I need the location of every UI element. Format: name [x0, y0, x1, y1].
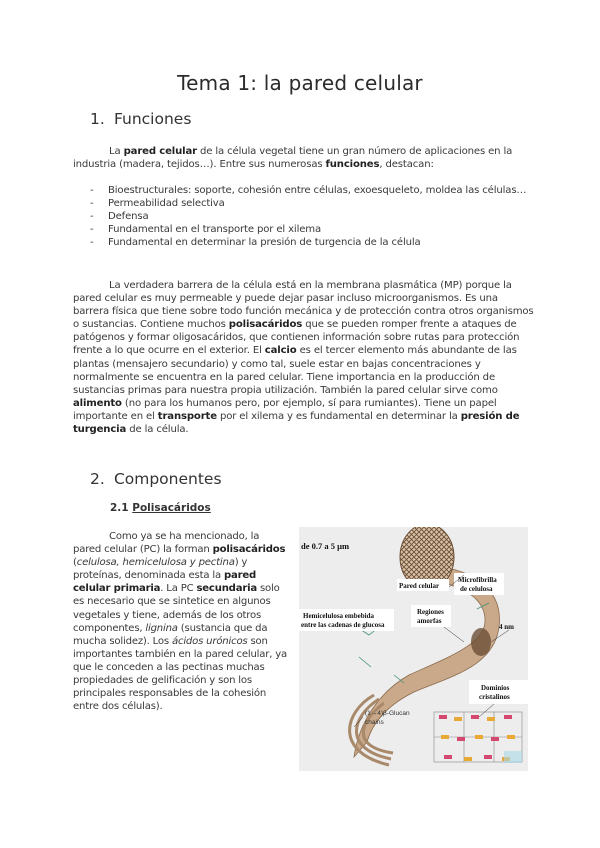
- intro-paragraph: La pared celular de la célula vegetal tiene un gran número de aplicaciones en la industria (madera, tejidos…). Entre sus numerosas funciones, destacan:: [73, 146, 513, 171]
- section-heading-funciones: [90, 110, 191, 128]
- label-hemicellulose-2: entre las cadenas de glucosa: [301, 621, 385, 629]
- subsection-title: Polisacáridos: [132, 502, 211, 514]
- amorphous-region: [471, 628, 491, 656]
- label-hemicellulose: Hemicelulosa embebida: [303, 612, 374, 620]
- list-item: - Fundamental en el transporte por el xilema: [90, 223, 530, 236]
- label-size: de 0.7 a 5 µm: [301, 541, 350, 551]
- section-number: 2.: [90, 470, 105, 488]
- section-title: Funciones: [113, 110, 192, 128]
- barrier-paragraph: La verdadera barrera de la célula está en la membrana plasmática (MP) porque la pared celular es muy permeable y puede dejar pasar incluso microorganismos. Es una barrera física que tiene sobre todo función mecánica y de protección contra otros organismos o sustancias. Contiene muchos polisacáridos que se pueden romper frente a ataques de patógenos y formar oligosacáridos, que contienen información sobre rutas para protección frente a lo que ocurre en el exterior. El calcio es el tercer elemento más abundante de las plantas (mensajero secundario) y como tal, suele estar en bajas concentraciones y normalmente se encuentra en la pared celular. Tiene importancia en la producción de sustancias primas para nuestra propia utilización. También la pared celular sirve como alimento (no para los humanos pero, por ejemplo, sí para rumiantes). Tiene un papel importante en el transporte por el xilema y es fundamental en determinar la presión de turgencia de la célula.: [73, 280, 534, 436]
- label-nm: 4 nm: [499, 623, 514, 631]
- section-title: Componentes: [113, 470, 222, 488]
- list-item: - Defensa: [90, 210, 530, 223]
- label-amorphous: Regiones: [417, 608, 444, 616]
- label-glucan: (1→4)β-Glucan: [365, 710, 410, 717]
- label-crystalline: Dominios: [481, 684, 510, 692]
- cell-wall-diagram: [299, 527, 528, 771]
- list-item: - Fundamental en determinar la presión de turgencia de la célula: [90, 236, 530, 249]
- cell-wall-figure: [299, 527, 528, 771]
- functions-list: [90, 184, 530, 249]
- label-wall: Pared celular: [399, 582, 440, 590]
- label-glucan-2: chains: [365, 719, 384, 726]
- label-microfibril-2: de celulosa: [460, 585, 493, 593]
- label-crystalline-2: cristalinos: [479, 693, 510, 701]
- section-heading-componentes: [90, 470, 222, 488]
- list-item: - Bioestructurales: soporte, cohesión entre células, exoesqueleto, moldea las células…: [90, 184, 530, 197]
- subsection-number: 2.1: [110, 502, 129, 514]
- subsection-heading-polisacaridos: [110, 502, 211, 514]
- polysaccharides-paragraph: Como ya se ha mencionado, la pared celular (PC) la forman polisacáridos (celulosa, hemicelulosa y pectina) y proteínas, denominada esta la pared celular primaria. La PC secundaria solo es necesario que se sintetice en algunos vegetales y tiene, además de los otros componentes, lignina (sustancia que da mucha solidez). Los ácidos urónicos son importantes también en la pared celular, ya que le conceden a las pectinas muchas propiedades de gelificación y son los principales responsables de la cohesión entre dos células).: [73, 531, 287, 713]
- list-item: - Permeabilidad selectiva: [90, 197, 530, 210]
- document-title: Tema 1: la pared celular: [177, 71, 423, 95]
- label-amorphous-2: amorfas: [417, 617, 442, 625]
- glucose-units: [439, 715, 522, 763]
- section-number: 1.: [90, 110, 105, 128]
- label-microfibril: Microfibrilla: [458, 576, 497, 584]
